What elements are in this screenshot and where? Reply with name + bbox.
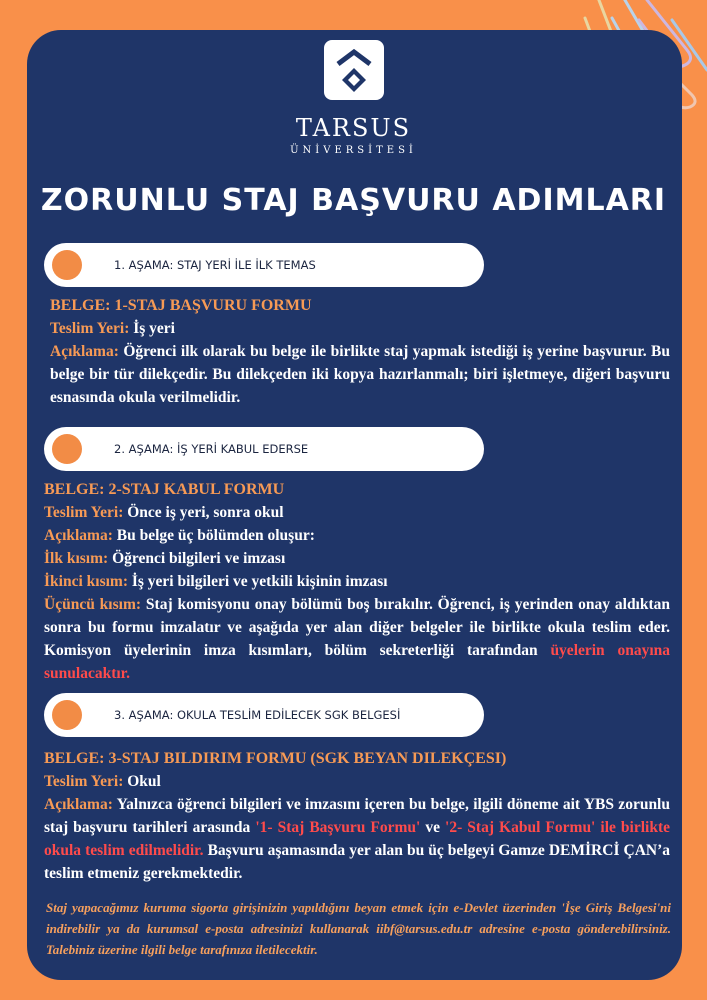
page-title: ZORUNLU STAJ BAŞVURU ADIMLARI <box>40 183 667 218</box>
teslim-label: Teslim Yeri: <box>44 504 124 521</box>
stage-1-header <box>44 243 484 287</box>
aciklama-text: Bu belge üç bölümden oluşur: <box>116 527 315 544</box>
aciklama-label: Açıklama: <box>44 527 113 544</box>
tarsus-university-logo <box>324 40 384 100</box>
stage-2-header <box>44 427 484 471</box>
aciklama-text: Yalnızca öğrenci bilgileri ve imzasını içeren bu belge, ilgili döneme ait YBS zorunlu staj başvuru tarihleri arasında <box>44 796 670 836</box>
brand-name: TARSUS <box>295 114 412 142</box>
insurance-note: Staj yapacağımız kuruma sigorta girişinizin yapıldığını beyan etmek için e-Devlet üzerinden 'İşe Giriş Belgesi'ni indirebilir ya da kurumsal e-posta adresinizi kullanarak iibf@tarsus.edu.tr adresine e-posta gönderebilirsiniz. Talebiniz üzerine ilgili belge tarafınıza iletilecektir. <box>46 900 671 957</box>
stage-3-title: 3. AŞAMA: OKULA TESLİM EDİLECEK SGK BELGESİ <box>114 708 401 722</box>
form-2-reference: '2- Staj Kabul Formu' ile birlikte okula teslim edilmelidir. <box>44 819 671 859</box>
university-logo <box>324 40 384 100</box>
ucuncu-kisim-label: Üçüncü kısım: <box>44 596 142 613</box>
ucuncu-kisim-text: Staj komisyonu onay bölümü boş bırakılır. Öğrenci, iş yerinden onay aldıktan sonra bu formu imzalatır ve aşağıda yer alan diğer belgeler ile birlikte okula teslim eder. Komisyon üyelerinin imza kısımları, bölüm sekreterliği tarafından <box>44 596 671 659</box>
teslim-value: İş yeri <box>133 320 175 337</box>
stage-3-document: BELGE: 3-STAJ BILDIRIM FORMU (SGK BEYAN DILEKÇESI) <box>44 750 507 767</box>
stage-3-header <box>44 693 484 737</box>
connector-text: ve <box>425 819 440 836</box>
orange-circle-icon <box>52 700 82 730</box>
aciklama-text: Öğrenci ilk olarak bu belge ile birlikte staj yapmak istediği iş yerine başvurur. Bu belge bir tür dilekçedir. Bu dilekçeden iki kopya hazırlanmalı; biri işletmeye, diğeri başvuru esnasında okula verilmelidir. <box>50 343 670 406</box>
teslim-label: Teslim Yeri: <box>44 773 124 790</box>
ucuncu-kisim-highlight: üyelerin onayına sunulacaktır. <box>44 642 671 682</box>
teslim-label: Teslim Yeri: <box>50 320 130 337</box>
ikinci-kisim-label: İkinci kısım: <box>44 573 128 590</box>
stage-2-section <box>44 478 670 685</box>
brand-subname: ÜNİVERSİTESİ <box>290 145 417 156</box>
aciklama-text-2: Başvuru aşamasında yer alan bu üç belgeyi Gamze DEMİRCİ ÇAN’a teslim etmeniz gerekmektedir. <box>44 842 671 882</box>
aciklama-label: Açıklama: <box>44 796 113 813</box>
stage-3-section <box>44 747 670 885</box>
orange-circle-icon <box>52 250 82 280</box>
ilk-kisim-label: İlk kısım: <box>44 550 109 567</box>
stage-1-section <box>50 294 670 409</box>
aciklama-label: Açıklama: <box>50 343 119 360</box>
stage-1-title: 1. AŞAMA: STAJ YERİ İLE İLK TEMAS <box>114 258 316 272</box>
orange-circle-icon <box>52 434 82 464</box>
stage-1-document: BELGE: 1-STAJ BAŞVURU FORMU <box>50 297 312 314</box>
teslim-value: Önce iş yeri, sonra okul <box>127 504 284 521</box>
stage-2-document: BELGE: 2-STAJ KABUL FORMU <box>44 481 285 498</box>
ikinci-kisim-text: İş yeri bilgileri ve yetkili kişinin imzası <box>131 573 388 590</box>
teslim-value: Okul <box>127 773 161 790</box>
ilk-kisim-text: Öğrenci bilgileri ve imzası <box>112 550 286 567</box>
form-1-reference: '1- Staj Başvuru Formu' <box>255 819 421 836</box>
stage-2-title: 2. AŞAMA: İŞ YERİ KABUL EDERSE <box>114 442 309 456</box>
